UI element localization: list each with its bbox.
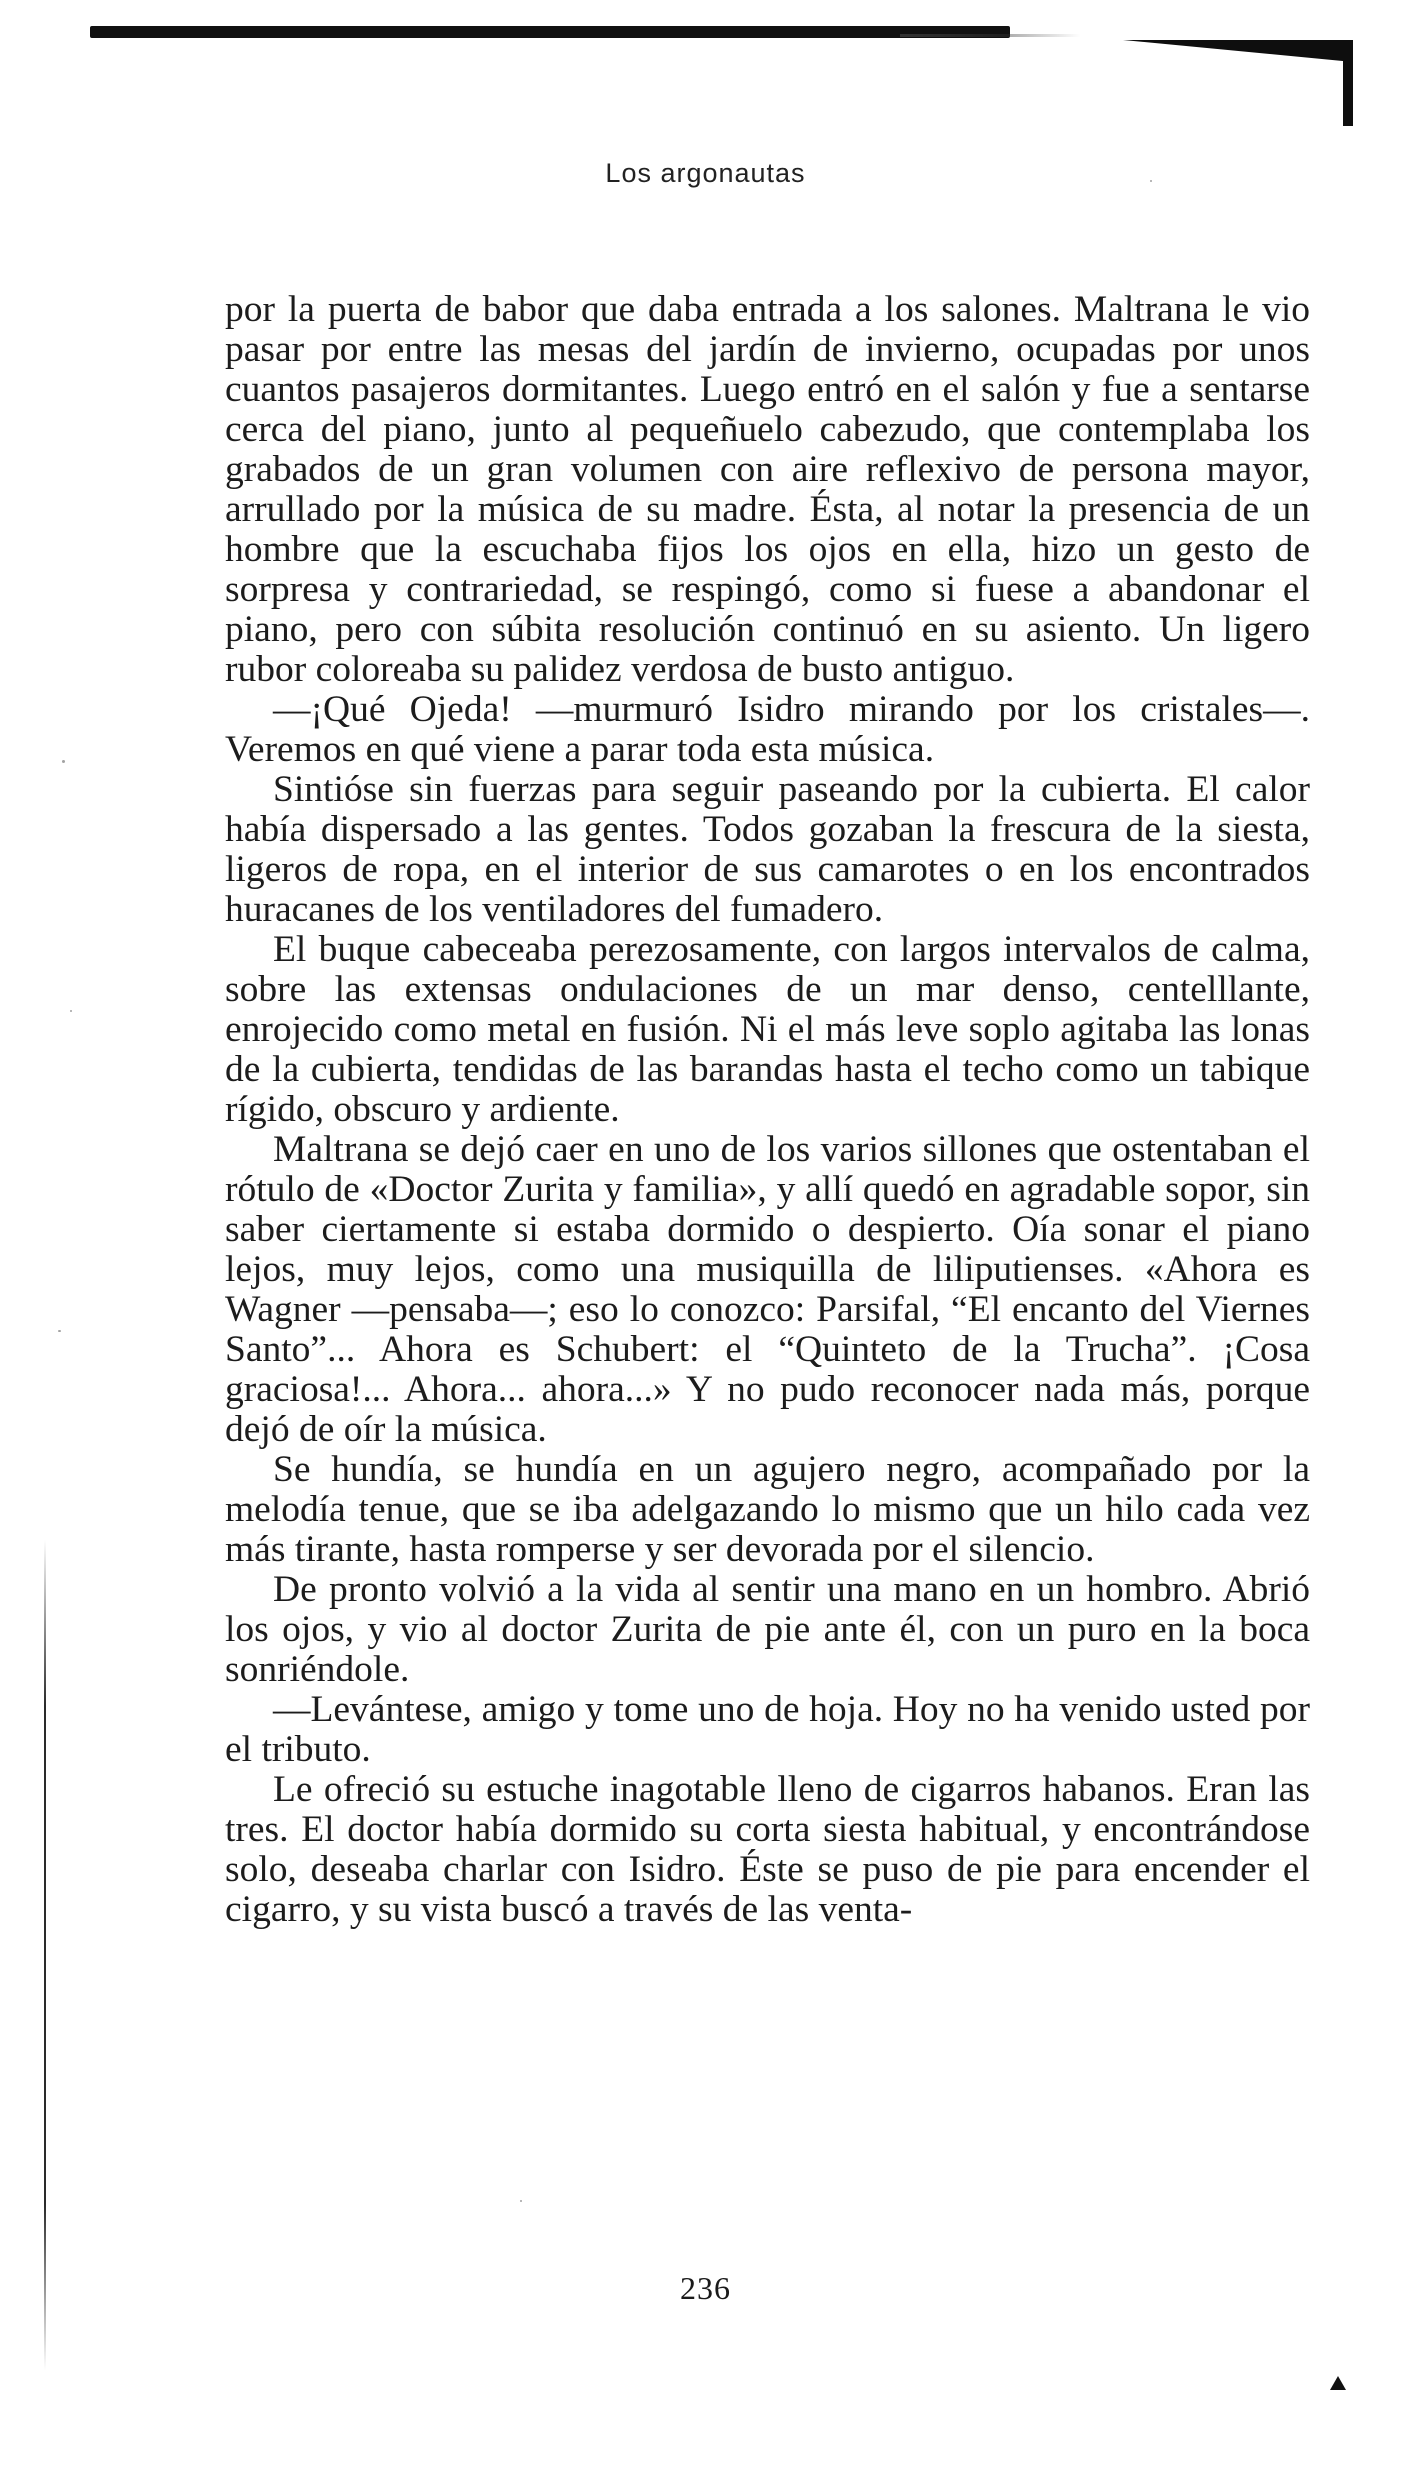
paragraph: De pronto volvió a la vida al sentir una mano en un hombro. Abrió los ojos, y vio al doctor Zurita de pie ante él, con un puro en la boca sonriéndole. <box>225 1569 1310 1690</box>
scan-corner-mark <box>1330 2376 1346 2390</box>
scan-top-border-fade <box>900 34 1080 37</box>
paragraph: —Levántese, amigo y tome uno de hoja. Hoy no ha venido usted por el tributo. <box>225 1689 1310 1770</box>
scan-margin-line <box>44 1540 46 2370</box>
scan-speck <box>58 1330 61 1332</box>
scan-speck <box>70 1010 72 1012</box>
paragraph: El buque cabeceaba perezosamente, con largos intervalos de calma, sobre las extensas ondulaciones de un mar denso, centelllante, enrojecido como metal en fusión. Ni el más leve soplo agitaba las lonas de la cubierta, tendidas de las barandas hasta el techo como un tabique rígido, obscuro y ardiente. <box>225 929 1310 1130</box>
scan-speck <box>520 2200 522 2202</box>
scan-top-border <box>90 26 1010 38</box>
paragraph: Maltrana se dejó caer en uno de los varios sillones que ostentaban el rótulo de «Doctor Zurita y familia», y allí quedó en agradable sopor, sin saber ciertamente si estaba dormido o despierto. Oía sonar el piano lejos, muy lejos, como una musiquilla de liliputienses. «Ahora es Wagner —pensaba—; eso lo conozco: Parsifal, “El encanto del Viernes Santo”... Ahora es Schubert: el “Quinteto de la Trucha”. ¡Cosa graciosa!... Ahora... ahora...» Y no pudo reconocer nada más, porque dejó de oír la música. <box>225 1129 1310 1450</box>
paragraph: Le ofreció su estuche inagotable lleno de cigarros habanos. Eran las tres. El doctor había dormido su corta siesta habitual, y encontrándose solo, deseaba charlar con Isidro. Éste se puso de pie para encender el cigarro, y su vista buscó a través de las venta- <box>225 1769 1310 1930</box>
scan-corner-shadow <box>1123 40 1353 62</box>
paragraph: —¡Qué Ojeda! —murmuró Isidro mirando por los cristales—. Veremos en qué viene a parar toda esta música. <box>225 689 1310 770</box>
body-text <box>225 290 1310 1930</box>
scan-corner-edge <box>1343 58 1353 126</box>
paragraph: Se hundía, se hundía en un agujero negro, acompañado por la melodía tenue, que se iba adelgazando lo mismo que un hilo cada vez más tirante, hasta romperse y ser devorada por el silencio. <box>225 1449 1310 1570</box>
paragraph: Sintióse sin fuerzas para seguir paseando por la cubierta. El calor había dispersado a las gentes. Todos gozaban la frescura de la siesta, ligeros de ropa, en el interior de sus camarotes o en los encontrados huracanes de los ventiladores del fumadero. <box>225 769 1310 930</box>
scan-speck <box>62 760 65 763</box>
scan-speck <box>1150 180 1152 182</box>
paragraph: por la puerta de babor que daba entrada a los salones. Maltrana le vio pasar por entre las mesas del jardín de invierno, ocupadas por unos cuantos pasajeros dormitantes. Luego entró en el salón y fue a sentarse cerca del piano, junto al pequeñuelo cabezudo, que contemplaba los grabados de un gran volumen con aire reflexivo de persona mayor, arrullado por la música de su madre. Ésta, al notar la presencia de un hombre que la escuchaba fijos los ojos en ella, hizo un gesto de sorpresa y contrariedad, se respingó, como si fuese a abandonar el piano, pero con súbita resolución continuó en su asiento. Un ligero rubor coloreaba su palidez verdosa de busto antiguo. <box>225 289 1310 690</box>
page-number: 236 <box>680 2270 731 2306</box>
running-head: Los argonautas <box>605 158 806 188</box>
